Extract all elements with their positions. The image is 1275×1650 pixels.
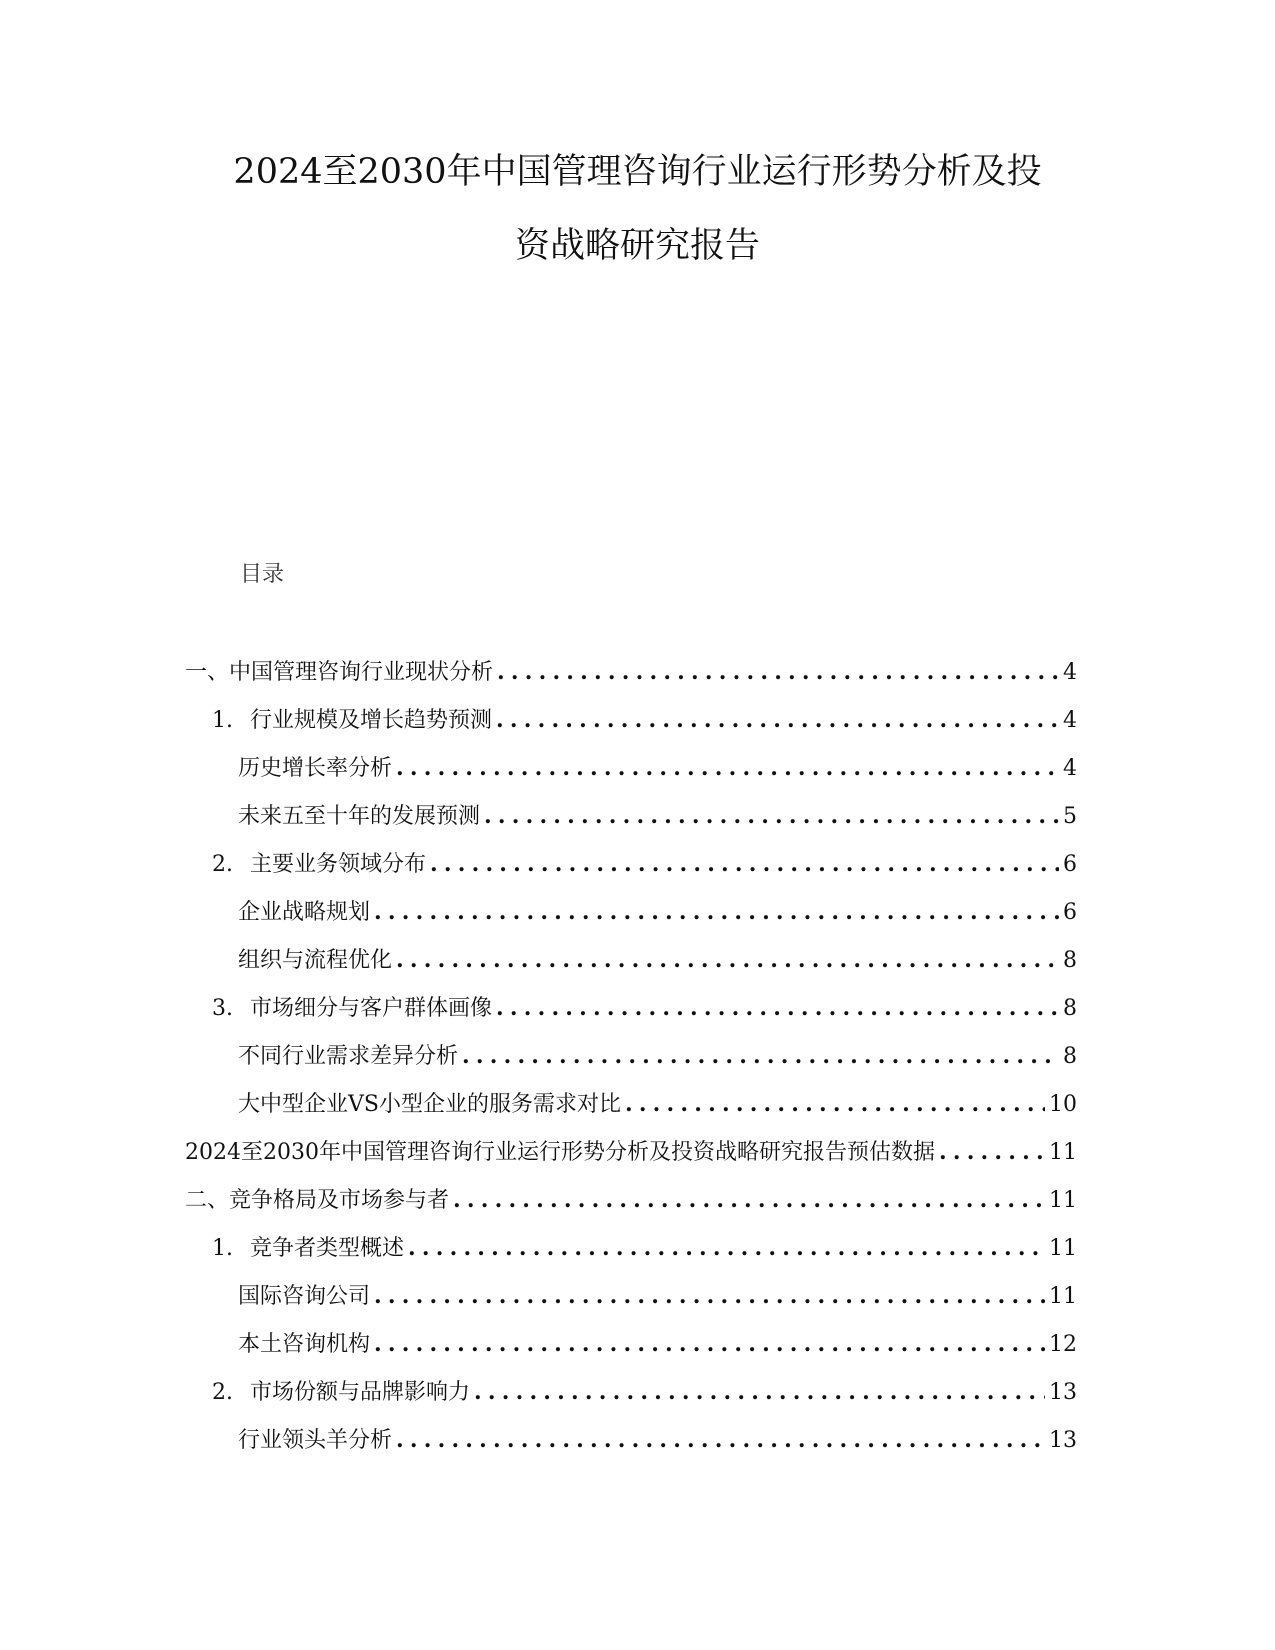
toc-entry-text: 不同行业需求差异分析: [238, 1044, 459, 1069]
toc-dot-leader: [496, 991, 1059, 1025]
toc-entry-text: 企业战略规划: [238, 900, 371, 925]
toc-dot-leader: [374, 895, 1059, 929]
toc-dot-leader: [396, 751, 1059, 785]
toc-entry-text: 行业规模及增长趋势预测: [250, 708, 493, 733]
toc-entry[interactable]: [238, 1423, 1077, 1457]
toc-page-number: 13: [1049, 1380, 1077, 1405]
toc-dot-leader: [396, 943, 1059, 977]
toc-entry-number: 1.: [212, 708, 233, 733]
toc-entry[interactable]: [238, 1279, 1077, 1313]
toc-entry[interactable]: [212, 847, 1077, 881]
toc-dot-leader: [462, 1039, 1059, 1073]
toc-entry[interactable]: [185, 655, 1077, 689]
toc-entry-text: 2024至2030年中国管理咨询行业运行形势分析及投资战略研究报告预估数据: [185, 1140, 935, 1165]
toc-page-number: 10: [1049, 1092, 1077, 1117]
toc-entry-text: 市场细分与客户群体画像: [250, 996, 493, 1021]
toc-page-number: 11: [1049, 1236, 1077, 1261]
toc-entry[interactable]: [212, 703, 1077, 737]
toc-page-number: 4: [1063, 708, 1077, 733]
toc-entry-text: 本土咨询机构: [238, 1332, 371, 1357]
toc-dot-leader: [453, 1183, 1045, 1217]
toc-dot-leader: [496, 703, 1059, 737]
toc-dot-leader: [396, 1423, 1045, 1457]
toc-entry[interactable]: [212, 1231, 1077, 1265]
toc-entry-text: 国际咨询公司: [238, 1284, 371, 1309]
toc-entry[interactable]: [238, 1039, 1077, 1073]
toc-page-number: 12: [1049, 1332, 1077, 1357]
toc-entry[interactable]: [185, 1135, 1077, 1169]
toc-dot-leader: [430, 847, 1059, 881]
toc-page-number: 4: [1063, 756, 1077, 781]
toc-dot-leader: [408, 1231, 1045, 1265]
toc-entry-number: 2.: [212, 1380, 233, 1405]
toc-page-number: 8: [1063, 948, 1077, 973]
toc-entry[interactable]: [238, 799, 1077, 833]
toc-entry-number: 2.: [212, 852, 233, 877]
toc-entry-text: 组织与流程优化: [238, 948, 393, 973]
toc-page-number: 5: [1063, 804, 1077, 829]
toc-page-number: 13: [1049, 1428, 1077, 1453]
toc-dot-leader: [625, 1087, 1045, 1121]
toc-page-number: 6: [1063, 852, 1077, 877]
toc-page-number: 6: [1063, 900, 1077, 925]
toc-dot-leader: [374, 1279, 1045, 1313]
toc-page-number: 8: [1063, 996, 1077, 1021]
toc-page-number: 11: [1049, 1140, 1077, 1165]
toc-entry[interactable]: [238, 943, 1077, 977]
toc-entry-text: 行业领头羊分析: [238, 1428, 393, 1453]
toc-entry-text: 二、竞争格局及市场参与者: [185, 1188, 450, 1213]
toc-entry-text: 竞争者类型概述: [250, 1236, 405, 1261]
toc-entry[interactable]: [238, 895, 1077, 929]
toc-entry[interactable]: [185, 1183, 1077, 1217]
toc-entry[interactable]: [238, 1087, 1077, 1121]
toc-entry-number: 1.: [212, 1236, 233, 1261]
toc-dot-leader: [474, 1375, 1045, 1409]
toc-entry-text: 未来五至十年的发展预测: [238, 804, 481, 829]
toc-page-number: 4: [1063, 660, 1077, 685]
toc-heading: 目录: [240, 562, 285, 587]
document-title-line-1: 2024至2030年中国管理咨询行业运行形势分析及投: [233, 152, 1042, 192]
toc-entry-text: 一、中国管理咨询行业现状分析: [185, 660, 494, 685]
toc-entry[interactable]: [212, 1375, 1077, 1409]
toc-entry[interactable]: [238, 751, 1077, 785]
toc-page-number: 8: [1063, 1044, 1077, 1069]
document-title-line-2: 资战略研究报告: [514, 226, 760, 266]
toc-dot-leader: [374, 1327, 1045, 1361]
toc-page-number: 11: [1049, 1188, 1077, 1213]
toc-entry-text: 历史增长率分析: [238, 756, 393, 781]
toc-dot-leader: [484, 799, 1059, 833]
toc-dot-leader: [939, 1135, 1045, 1169]
toc-entry-text: 大中型企业VS小型企业的服务需求对比: [238, 1092, 621, 1117]
toc-entry[interactable]: [212, 991, 1077, 1025]
toc-page-number: 11: [1049, 1284, 1077, 1309]
toc-entry[interactable]: [238, 1327, 1077, 1361]
toc-entry-text: 市场份额与品牌影响力: [250, 1380, 471, 1405]
toc-entry-number: 3.: [212, 996, 233, 1021]
toc-dot-leader: [497, 655, 1059, 689]
toc-entry-text: 主要业务领域分布: [250, 852, 427, 877]
